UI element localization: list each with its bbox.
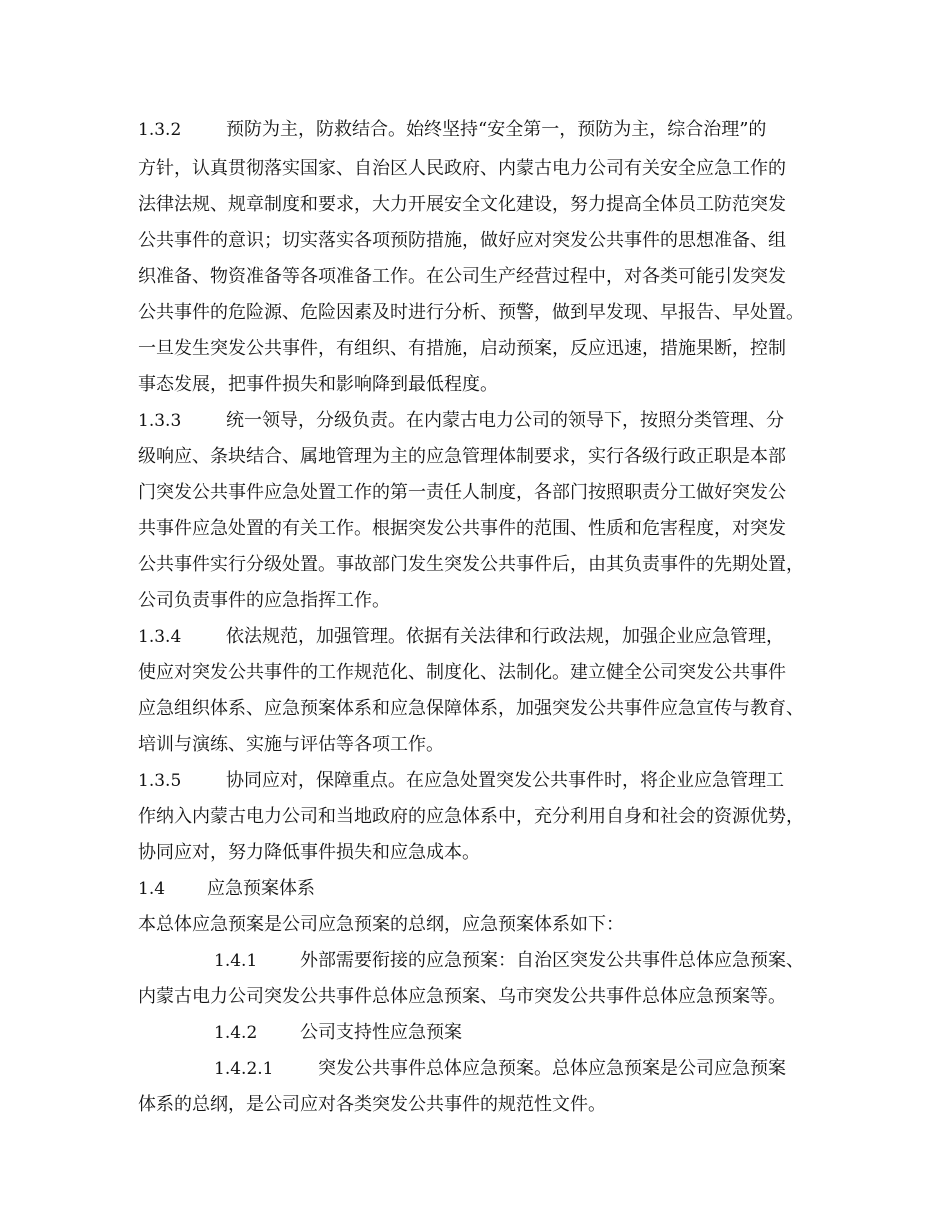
section-number: 1.3.4 (138, 627, 182, 647)
paragraph-text: 公司负责事件的应急指挥工作。 (138, 590, 390, 611)
section-title: 应急预案体系 (207, 878, 315, 899)
section-number: 1.3.2 (138, 120, 182, 140)
paragraph-text: 体系的总纲，是公司应对各类突发公共事件的规范性文件。 (138, 1094, 606, 1115)
section-title: 公司支持性应急预案 (300, 1022, 462, 1043)
paragraph-text: 预防为主，防救结合。始终坚持“安全第一，预防为主，综合治理”的 (226, 119, 767, 140)
paragraph-text: 事态发展，把事件损失和影响降到最低程度。 (138, 374, 498, 395)
paragraph-text: 培训与演练、实施与评估等各项工作。 (138, 734, 444, 755)
paragraph-text: 外部需要衔接的应急预案：自治区突发公共事件总体应急预案、 (300, 950, 804, 971)
paragraph-text: 突发公共事件总体应急预案。总体应急预案是公司应急预案 (318, 1058, 786, 1079)
paragraph-text: 织准备、物资准备等各项准备工作。在公司生产经营过程中，对各类可能引发突发 (138, 266, 786, 287)
paragraph-text: 协同应对，保障重点。在应急处置突发公共事件时，将企业应急管理工 (226, 770, 784, 791)
paragraph-text: 应急组织体系、应急预案体系和应急保障体系，加强突发公共事件应急宣传与教育、 (138, 698, 804, 719)
paragraph-text: 一旦发生突发公共事件，有组织、有措施，启动预案，反应迅速，措施果断，控制 (138, 338, 786, 359)
section-number: 1.3.5 (138, 771, 182, 791)
section-number: 1.4 (138, 879, 166, 899)
paragraph-text: 使应对突发公共事件的工作规范化、制度化、法制化。建立健全公司突发公共事件 (138, 662, 786, 683)
paragraph-text: 依法规范，加强管理。依据有关法律和行政法规，加强企业应急管理， (226, 626, 784, 647)
paragraph-text: 作纳入内蒙古电力公司和当地政府的应急体系中，充分利用自身和社会的资源优势， (138, 806, 804, 827)
paragraph-text: 本总体应急预案是公司应急预案的总纲，应急预案体系如下： (138, 914, 624, 935)
paragraph-text: 公共事件的意识；切实落实各项预防措施，做好应对突发公共事件的思想准备、组 (138, 230, 786, 251)
paragraph-text: 统一领导，分级负责。在内蒙古电力公司的领导下，按照分类管理、分 (226, 410, 784, 431)
paragraph-text: 公共事件的危险源、危险因素及时进行分析、预警，做到早发现、早报告、早处置。 (138, 302, 804, 323)
paragraph-text: 协同应对，努力降低事件损失和应急成本。 (138, 842, 480, 863)
paragraph-text: 法律法规、规章制度和要求，大力开展安全文化建设，努力提高全体员工防范突发 (138, 194, 786, 215)
paragraph-text: 方针，认真贯彻落实国家、自治区人民政府、内蒙古电力公司有关安全应急工作的 (138, 158, 786, 179)
paragraph-text: 共事件应急处置的有关工作。根据突发公共事件的范围、性质和危害程度，对突发 (138, 518, 786, 539)
paragraph-text: 公共事件实行分级处置。事故部门发生突发公共事件后，由其负责事件的先期处置， (138, 554, 804, 575)
section-number: 1.3.3 (138, 411, 182, 431)
paragraph-text: 内蒙古电力公司突发公共事件总体应急预案、乌市突发公共事件总体应急预案等。 (138, 986, 786, 1007)
paragraph-text: 级响应、条块结合、属地管理为主的应急管理体制要求，实行各级行政正职是本部 (138, 446, 786, 467)
section-number: 1.4.2.1 (214, 1059, 274, 1079)
paragraph-text: 门突发公共事件应急处置工作的第一责任人制度，各部门按照职责分工做好突发公 (138, 482, 786, 503)
section-number: 1.4.2 (214, 1023, 258, 1043)
section-number: 1.4.1 (214, 951, 258, 971)
